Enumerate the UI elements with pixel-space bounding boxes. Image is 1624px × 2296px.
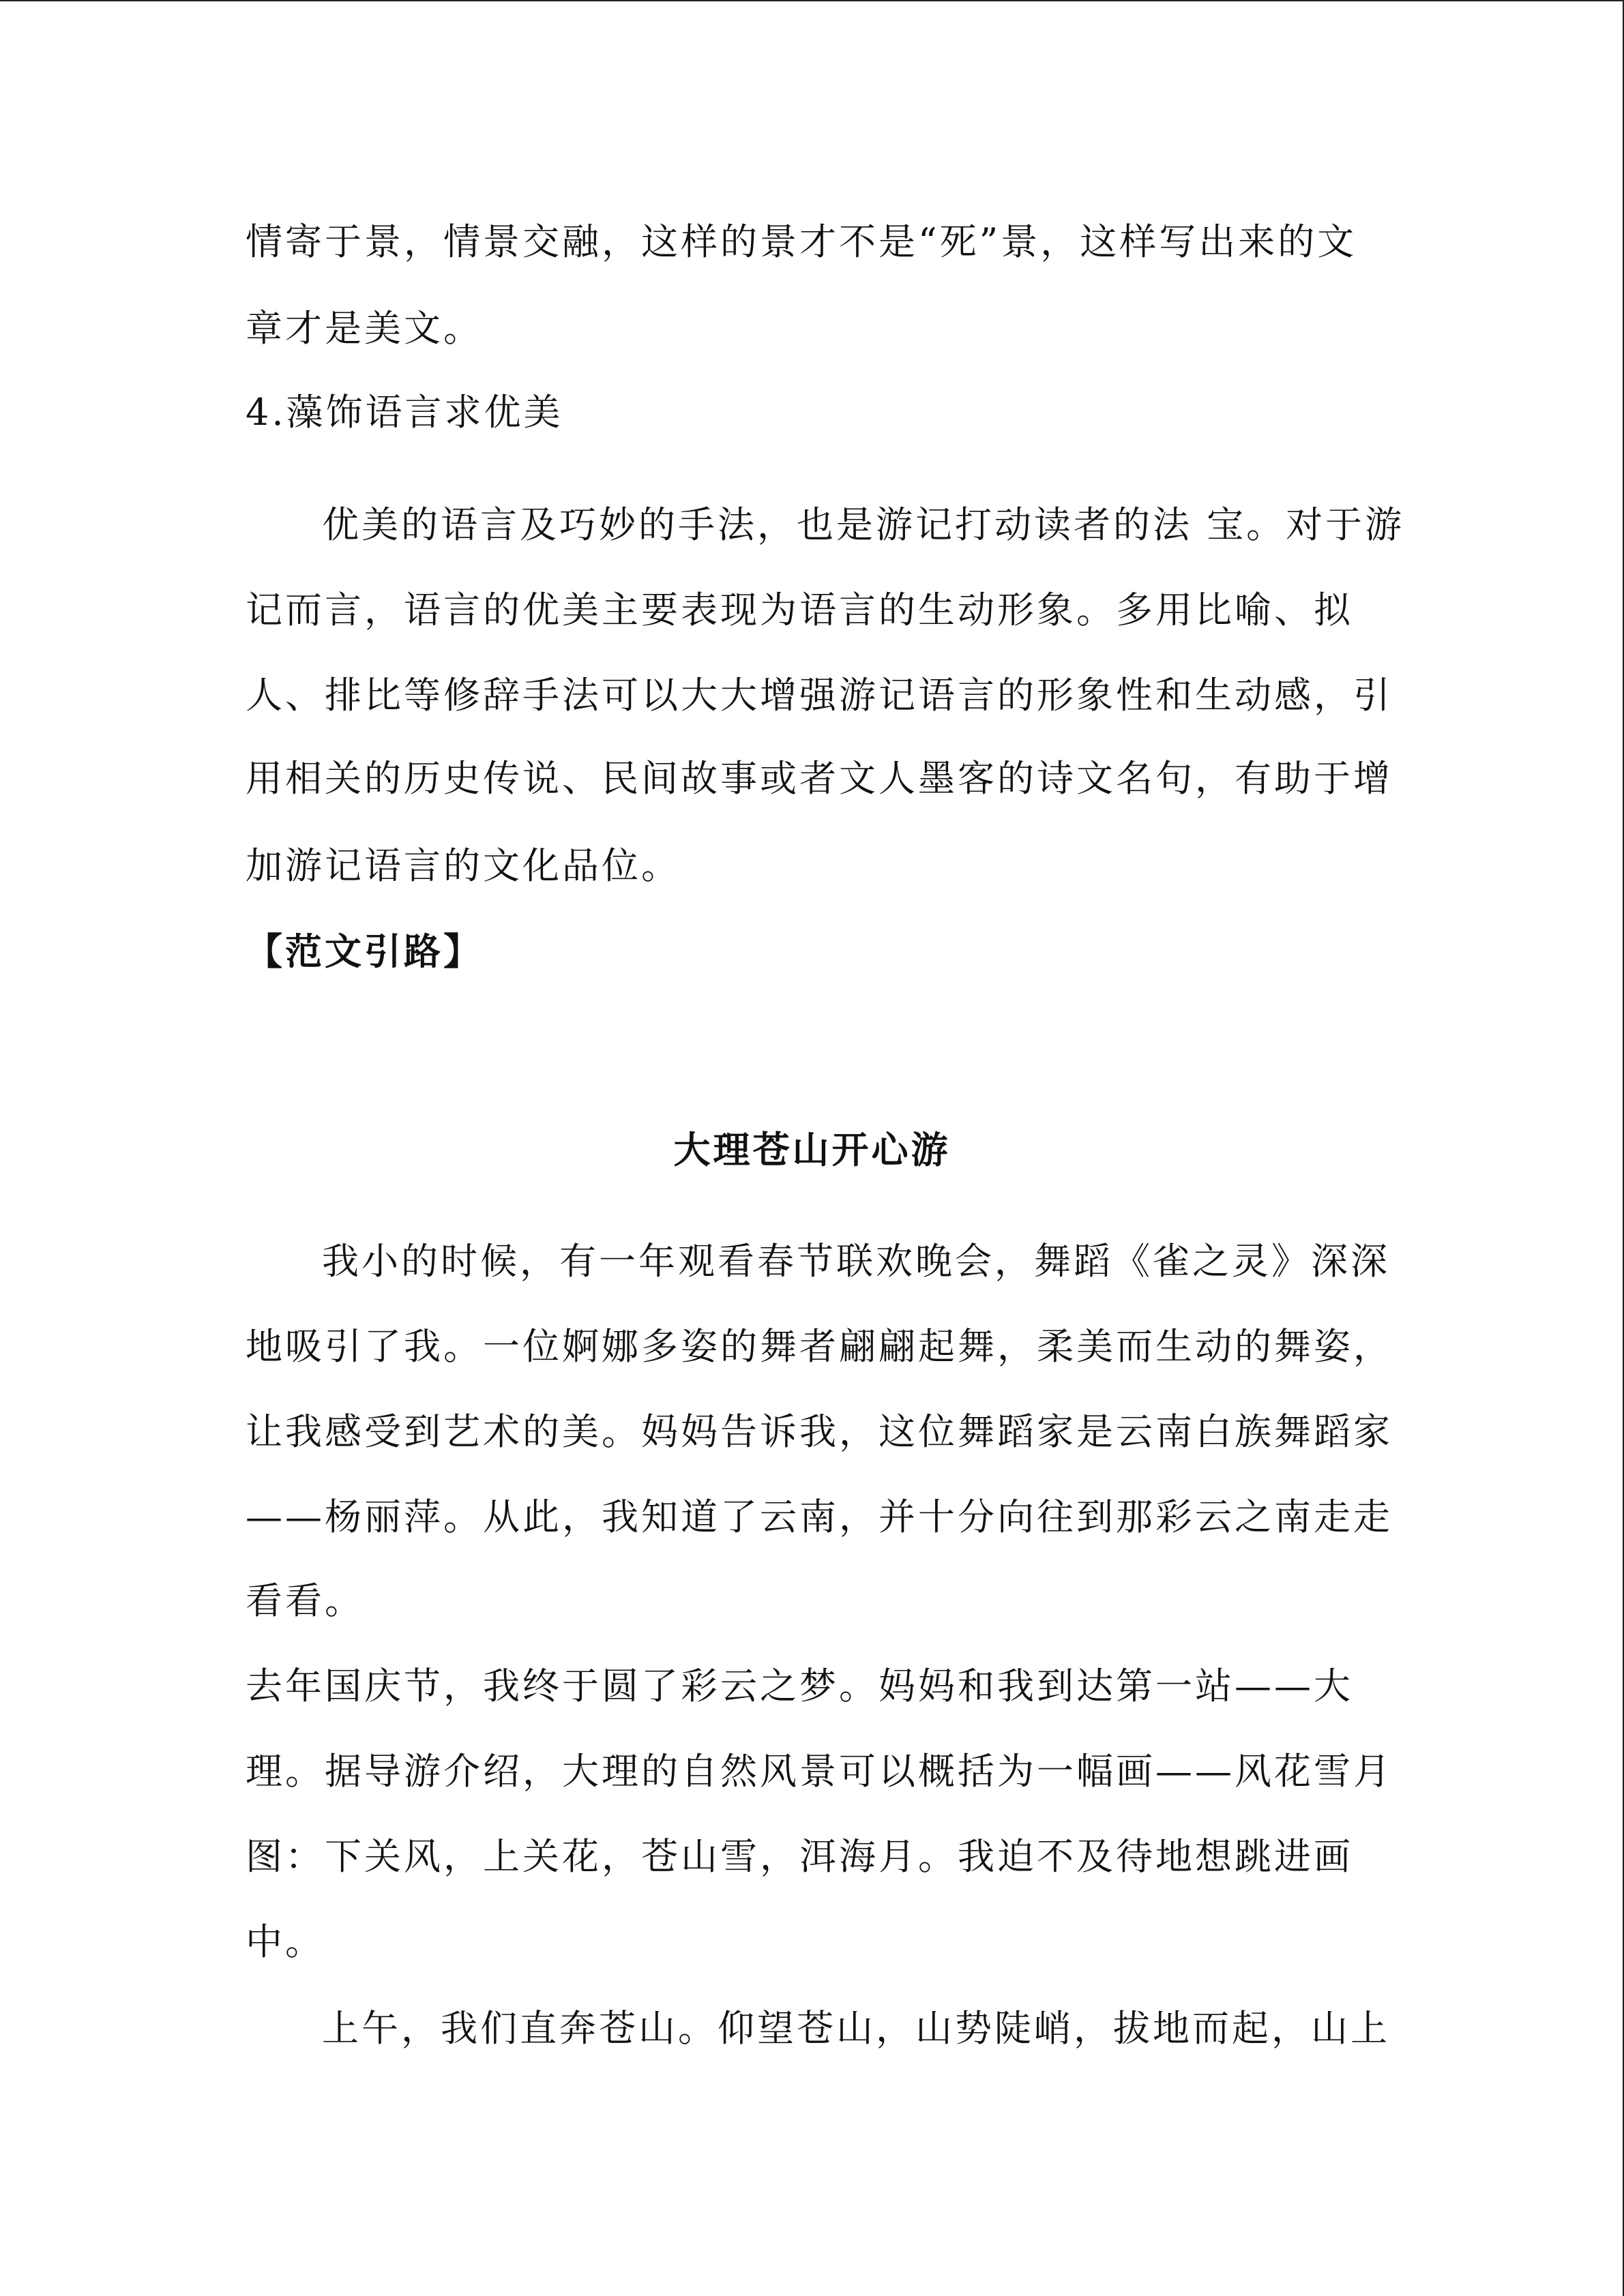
paragraph-line: 用相关的历史传说、民间故事或者文人墨客的诗文名句，有助于增 [246, 757, 1393, 800]
paragraph-line: 加游记语言的文化品位。 [246, 844, 681, 887]
paragraph-line: 上午，我们直奔苍山。仰望苍山，山势陡峭，拔地而起，山上 [322, 2007, 1390, 2050]
paragraph-line: 人、排比等修辞手法可以大大增强游记语言的形象性和生动感，引 [246, 674, 1393, 717]
paragraph-line: 章才是美文。 [246, 307, 483, 350]
paragraph-line: 理。据导游介绍，大理的自然风景可以概括为一幅画——风花雪月 [246, 1750, 1393, 1793]
section-heading: 4.藻饰语言求优美 [246, 391, 563, 434]
paragraph-line: 地吸引了我。一位婀娜多姿的舞者翩翩起舞，柔美而生动的舞姿， [246, 1325, 1393, 1368]
section-label: 【范文引路】 [246, 929, 483, 973]
paragraph-line: 优美的语言及巧妙的手法，也是游记打动读者的法 宝。对于游 [322, 503, 1405, 546]
essay-title: 大理苍山开心游 [673, 1128, 951, 1172]
paragraph-line: 图：下关风，上关花，苍山雪，洱海月。我迫不及待地想跳进画 [246, 1835, 1353, 1878]
paragraph-line: 记而言，语言的优美主要表现为语言的生动形象。多用比喻、拟 [246, 588, 1353, 631]
paragraph-line: 去年国庆节，我终于圆了彩云之梦。妈妈和我到达第一站——大 [246, 1665, 1353, 1708]
paragraph-line: ——杨丽萍。从此，我知道了云南，并十分向往到那彩云之南走走 [246, 1495, 1393, 1538]
paragraph-line: 看看。 [246, 1579, 364, 1622]
paragraph-line: 让我感受到艺术的美。妈妈告诉我，这位舞蹈家是云南白族舞蹈家 [246, 1410, 1393, 1453]
paragraph-line: 中。 [246, 1920, 325, 1963]
paragraph-line: 我小的时候，有一年观看春节联欢晚会，舞蹈《雀之灵》深深 [322, 1240, 1390, 1283]
paragraph-line: 情寄于景，情景交融，这样的景才不是“死”景，这样写出来的文 [246, 220, 1357, 263]
